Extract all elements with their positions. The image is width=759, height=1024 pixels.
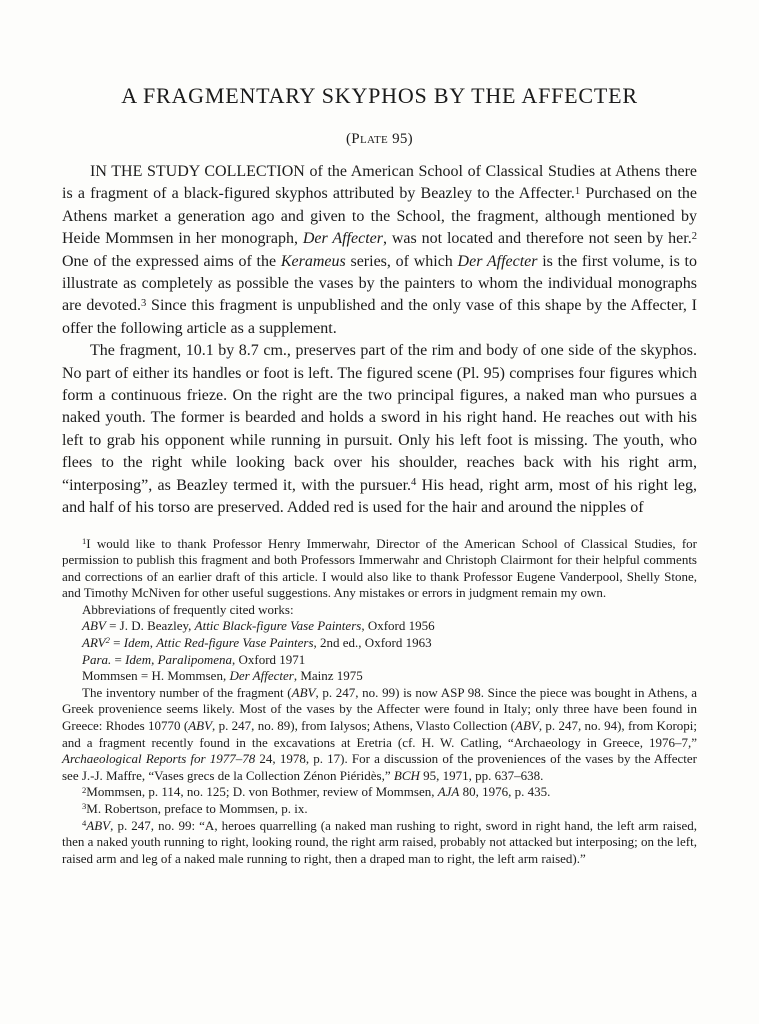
footnote-paragraph: The inventory number of the fragment (ABV, p. 247, no. 99) is now ASP 98. Since the piece was bought in Athens, a Greek provenience seems likely. Most of the vases by the Affecter were found in Italy; only three have been found in Greece: Rhodes 10770 (ABV, p. 247, no. 89), from Ialysos; Athens, Vlasto Collection (ABV, p. 247, no. 94), from Koropi; and a fragment recently found in the excavations at Eretria (cf. H. W. Catling, “Archaeology in Greece, 1976–7,” Archaeological Reports for 1977–78 24, 1978, p. 17). For a discussion of the proveniences of the vases by the Affecter see J.-J. Maffre, “Vases grecs de la Collection Zénon Piéridès,” BCH 95, 1971, pp. 637–638. [62,684,697,783]
footnotes-block [62,536,697,868]
footnote-paragraph: $^1$I would like to thank Professor Henry Immerwahr, Director of the American School of Classical Studies, for permission to publish this fragment and both Professors Immerwahr and Christoph Clairmont for their helpful comments and corrections of an earlier draft of this article. I would also like to thank Professor Eugene Vanderpool, Shelly Stone, and Timothy McNiven for other useful suggestions. Any mistakes or errors in judgment remain my own. [62,535,697,601]
footnote-paragraph: $^4$ABV, p. 247, no. 99: “A, heroes quarrelling (a naked man rushing to right, sword in right hand, the left arm raised, then a naked youth running to right, looking round, the right arm raised, probably not attacked but interposing; on the left, raised arm and leg of a naked male running to right, then a draped man to right, the left arm raised).” [62,817,697,866]
footnote-abbreviation: Para. = Idem, Paralipomena, Oxford 1971 [82,651,306,667]
plate-reference: (Plate 95) [346,131,413,147]
article-body [62,161,697,520]
footnote-paragraph: $^2$Mommsen, p. 114, no. 125; D. von Bothmer, review of Mommsen, AJA 80, 1976, p. 435. [82,784,551,800]
footnote-paragraph: $^3$M. Robertson, preface to Mommsen, p. ix. [82,801,308,816]
footnote-abbreviation: $ARV^2$ = Idem, Attic Red-figure Vase Painters, 2nd ed., Oxford 1963 [82,635,432,651]
body-paragraph: IN THE STUDY COLLECTION of the American School of Classical Studies at Athens there is a fragment of a black-figured skyphos attributed by Beazley to the Affecter.$^1$ Purchased on the Athens market a generation ago and given to the School, the fragment, although mentioned by Heide Mommsen in her monograph, Der Affecter, was not located and therefore not seen by her.$^2$ One of the expressed aims of the Kerameus series, of which Der Affecter is the first volume, is to illustrate as completely as possible the vases by the painters to whom the individual monographs are devoted.$^3$ Since this fragment is unpublished and the only vase of this shape by the Affecter, I offer the following article as a supplement. [62,163,698,337]
body-paragraph: The fragment, 10.1 by 8.7 cm., preserves part of the rim and body of one side of the skyphos. No part of either its handles or foot is left. The figured scene (Pl. 95) comprises four figures which form a continuous frieze. On the right are the two principal figures, a naked man who pursues a naked youth. The former is bearded and holds a sword in his right hand. He reaches out with his left to grab his opponent while running in pursuit. Only his left foot is missing. The youth, who flees to the right while looking back over his shoulder, reaches back with his right arm, “interposing”, as Beazley termed it, with the pursuer.$^4$ His head, right arm, most of his right leg, and half of his torso are preserved. Added red is used for the hair and around the nipples of [62,342,698,517]
footnote-abbreviation: Mommsen = H. Mommsen, Der Affecter, Mainz 1975 [82,668,363,684]
footnote-paragraph: Abbreviations of frequently cited works: [82,601,294,617]
footnote-abbreviation: ABV = J. D. Beazley, Attic Black-figure Vase Painters, Oxford 1956 [82,618,435,634]
article-title: A FRAGMENTARY SKYPHOS BY THE AFFECTER [121,83,638,108]
